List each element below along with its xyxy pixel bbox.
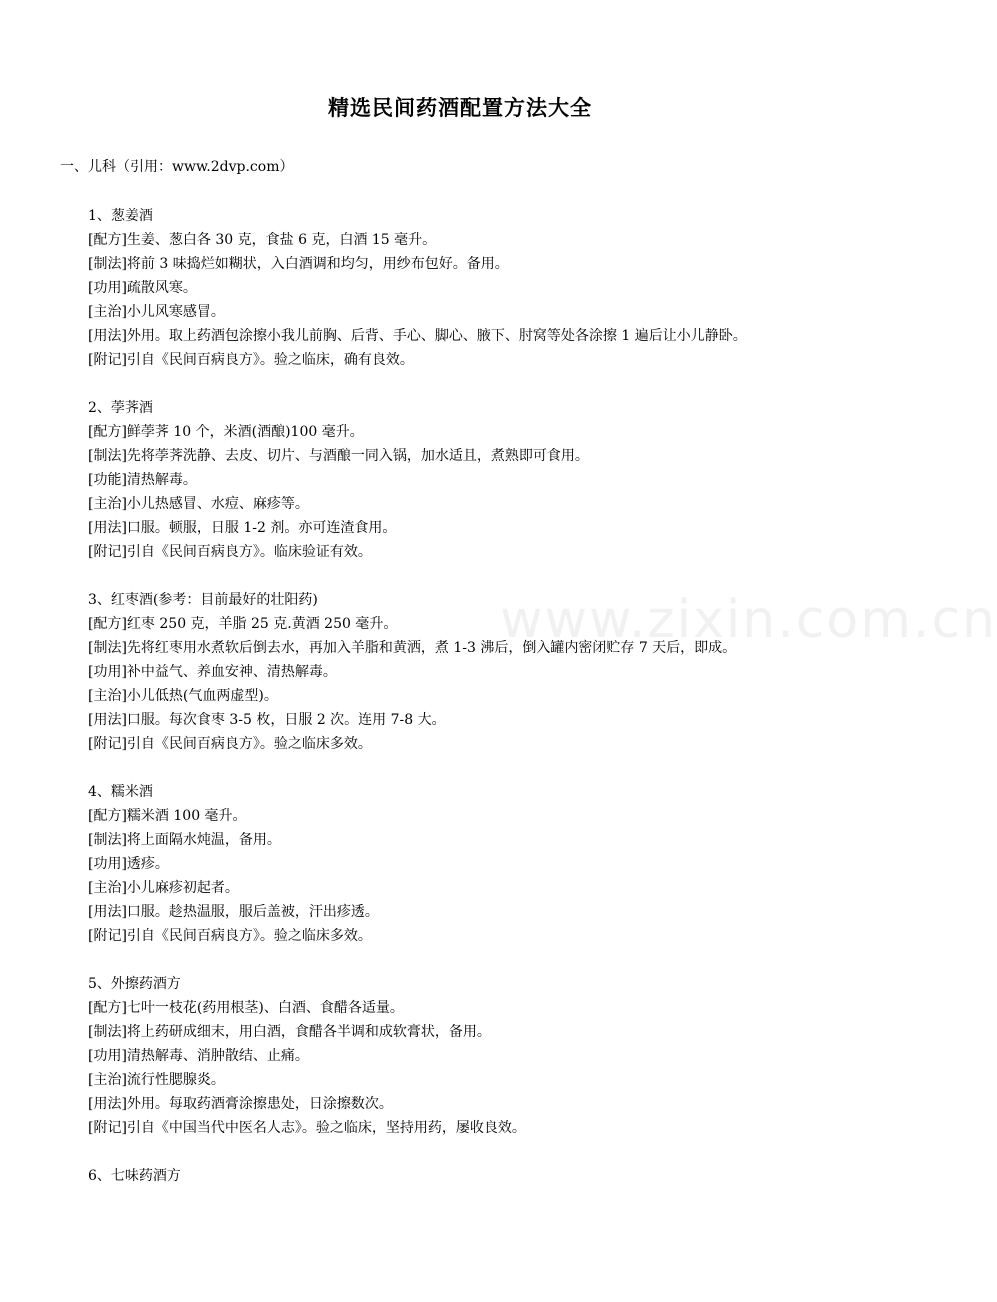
recipe-function: [功用]清热解毒、消肿散结、止痛。 — [88, 1048, 309, 1064]
section-heading: 一、儿科（引用：www.2dvp.com） — [60, 159, 294, 175]
recipe-formula: [配方]红枣 250 克，羊脂 25 克.黄酒 250 毫升。 — [88, 616, 398, 632]
recipe-function: [功用]疏散风寒。 — [88, 280, 197, 296]
page-title: 精选民间药酒配置方法大全 — [328, 95, 592, 120]
recipe-usage: [用法]口服。顿服，日服 1-2 剂。亦可连渣食用。 — [88, 520, 397, 536]
recipe-usage: [用法]口服。每次食枣 3-5 枚，日服 2 次。连用 7-8 大。 — [88, 712, 446, 728]
watermark: www.zixin.com.cn — [500, 590, 997, 650]
recipe-entry — [88, 972, 888, 1140]
recipe-note: [附记]引自《民间百病良方》。验之临床，确有良效。 — [88, 352, 414, 368]
recipe-note: [附记]引自《中国当代中医名人志》。验之临床，坚持用药，屡收良效。 — [88, 1120, 526, 1136]
recipe-preparation: [制法]先将红枣用水煮软后倒去水，再加入羊脂和黄洒，煮 1-3 沸后，倒入罐内密闭贮存 7 天后，即成。 — [88, 640, 737, 656]
recipe-note: [附记]引自《民间百病良方》。临床验证有效。 — [88, 544, 372, 560]
recipe-formula: [配方]鲜荸荠 10 个，米酒(酒酿)100 毫升。 — [88, 424, 364, 440]
recipe-title: 4、糯米酒 — [88, 784, 153, 800]
recipe-indication: [主治]小儿麻疹初起者。 — [88, 880, 239, 896]
recipe-usage: [用法]外用。每取药酒膏涂擦患处，日涂擦数次。 — [88, 1096, 393, 1112]
recipe-title: 1、葱姜酒 — [88, 208, 153, 224]
recipe-entry — [88, 204, 888, 372]
recipe-function: [功用]补中益气、养血安神、清热解毒。 — [88, 664, 337, 680]
recipe-function: [功能]清热解毒。 — [88, 472, 197, 488]
recipe-formula: [配方]糯米酒 100 毫升。 — [88, 808, 247, 824]
recipe-usage: [用法]口服。趁热温服，服后盖被，汗出疹透。 — [88, 904, 379, 920]
recipe-note: [附记]引自《民间百病良方》。验之临床多效。 — [88, 736, 372, 752]
recipe-entry — [88, 396, 888, 564]
recipe-preparation: [制法]将上面隔水炖温，备用。 — [88, 832, 281, 848]
entry-list — [88, 204, 888, 1212]
recipe-title: 5、外擦药酒方 — [88, 976, 181, 992]
recipe-title: 3、红枣酒(参考：目前最好的壮阳药) — [88, 592, 318, 608]
recipe-preparation: [制法]将上药研成细末，用白酒，食醋各半调和成软膏状，备用。 — [88, 1024, 491, 1040]
recipe-indication: [主治]小儿热感冒、水痘、麻疹等。 — [88, 496, 309, 512]
recipe-entry — [88, 780, 888, 948]
recipe-title: 2、荸荠酒 — [88, 400, 153, 416]
recipe-usage: [用法]外用。取上药酒包涂擦小我儿前胸、后背、手心、脚心、腋下、肘窝等处各涂擦 1 遍后让小儿静卧。 — [88, 328, 747, 344]
recipe-function: [功用]透疹。 — [88, 856, 169, 872]
recipe-formula: [配方]七叶一枝花(药用根茎)、白酒、食醋各适量。 — [88, 1000, 404, 1016]
recipe-preparation: [制法]先将荸荠洗静、去皮、切片、与酒酿一同入锅，加水适且，煮熟即可食用。 — [88, 448, 589, 464]
recipe-entry — [88, 1164, 888, 1188]
recipe-note: [附记]引自《民间百病良方》。验之临床多效。 — [88, 928, 372, 944]
recipe-preparation: [制法]将前 3 味捣烂如糊状，入白酒调和均匀，用纱布包好。备用。 — [88, 256, 509, 272]
recipe-formula: [配方]生姜、葱白各 30 克，食盐 6 克，白酒 15 毫升。 — [88, 232, 437, 248]
recipe-entry — [88, 588, 888, 756]
recipe-indication: [主治]流行性腮腺炎。 — [88, 1072, 225, 1088]
recipe-indication: [主治]小儿风寒感冒。 — [88, 304, 225, 320]
recipe-indication: [主治]小儿低热(气血两虚型)。 — [88, 688, 278, 704]
recipe-title: 6、七味药酒方 — [88, 1168, 181, 1184]
